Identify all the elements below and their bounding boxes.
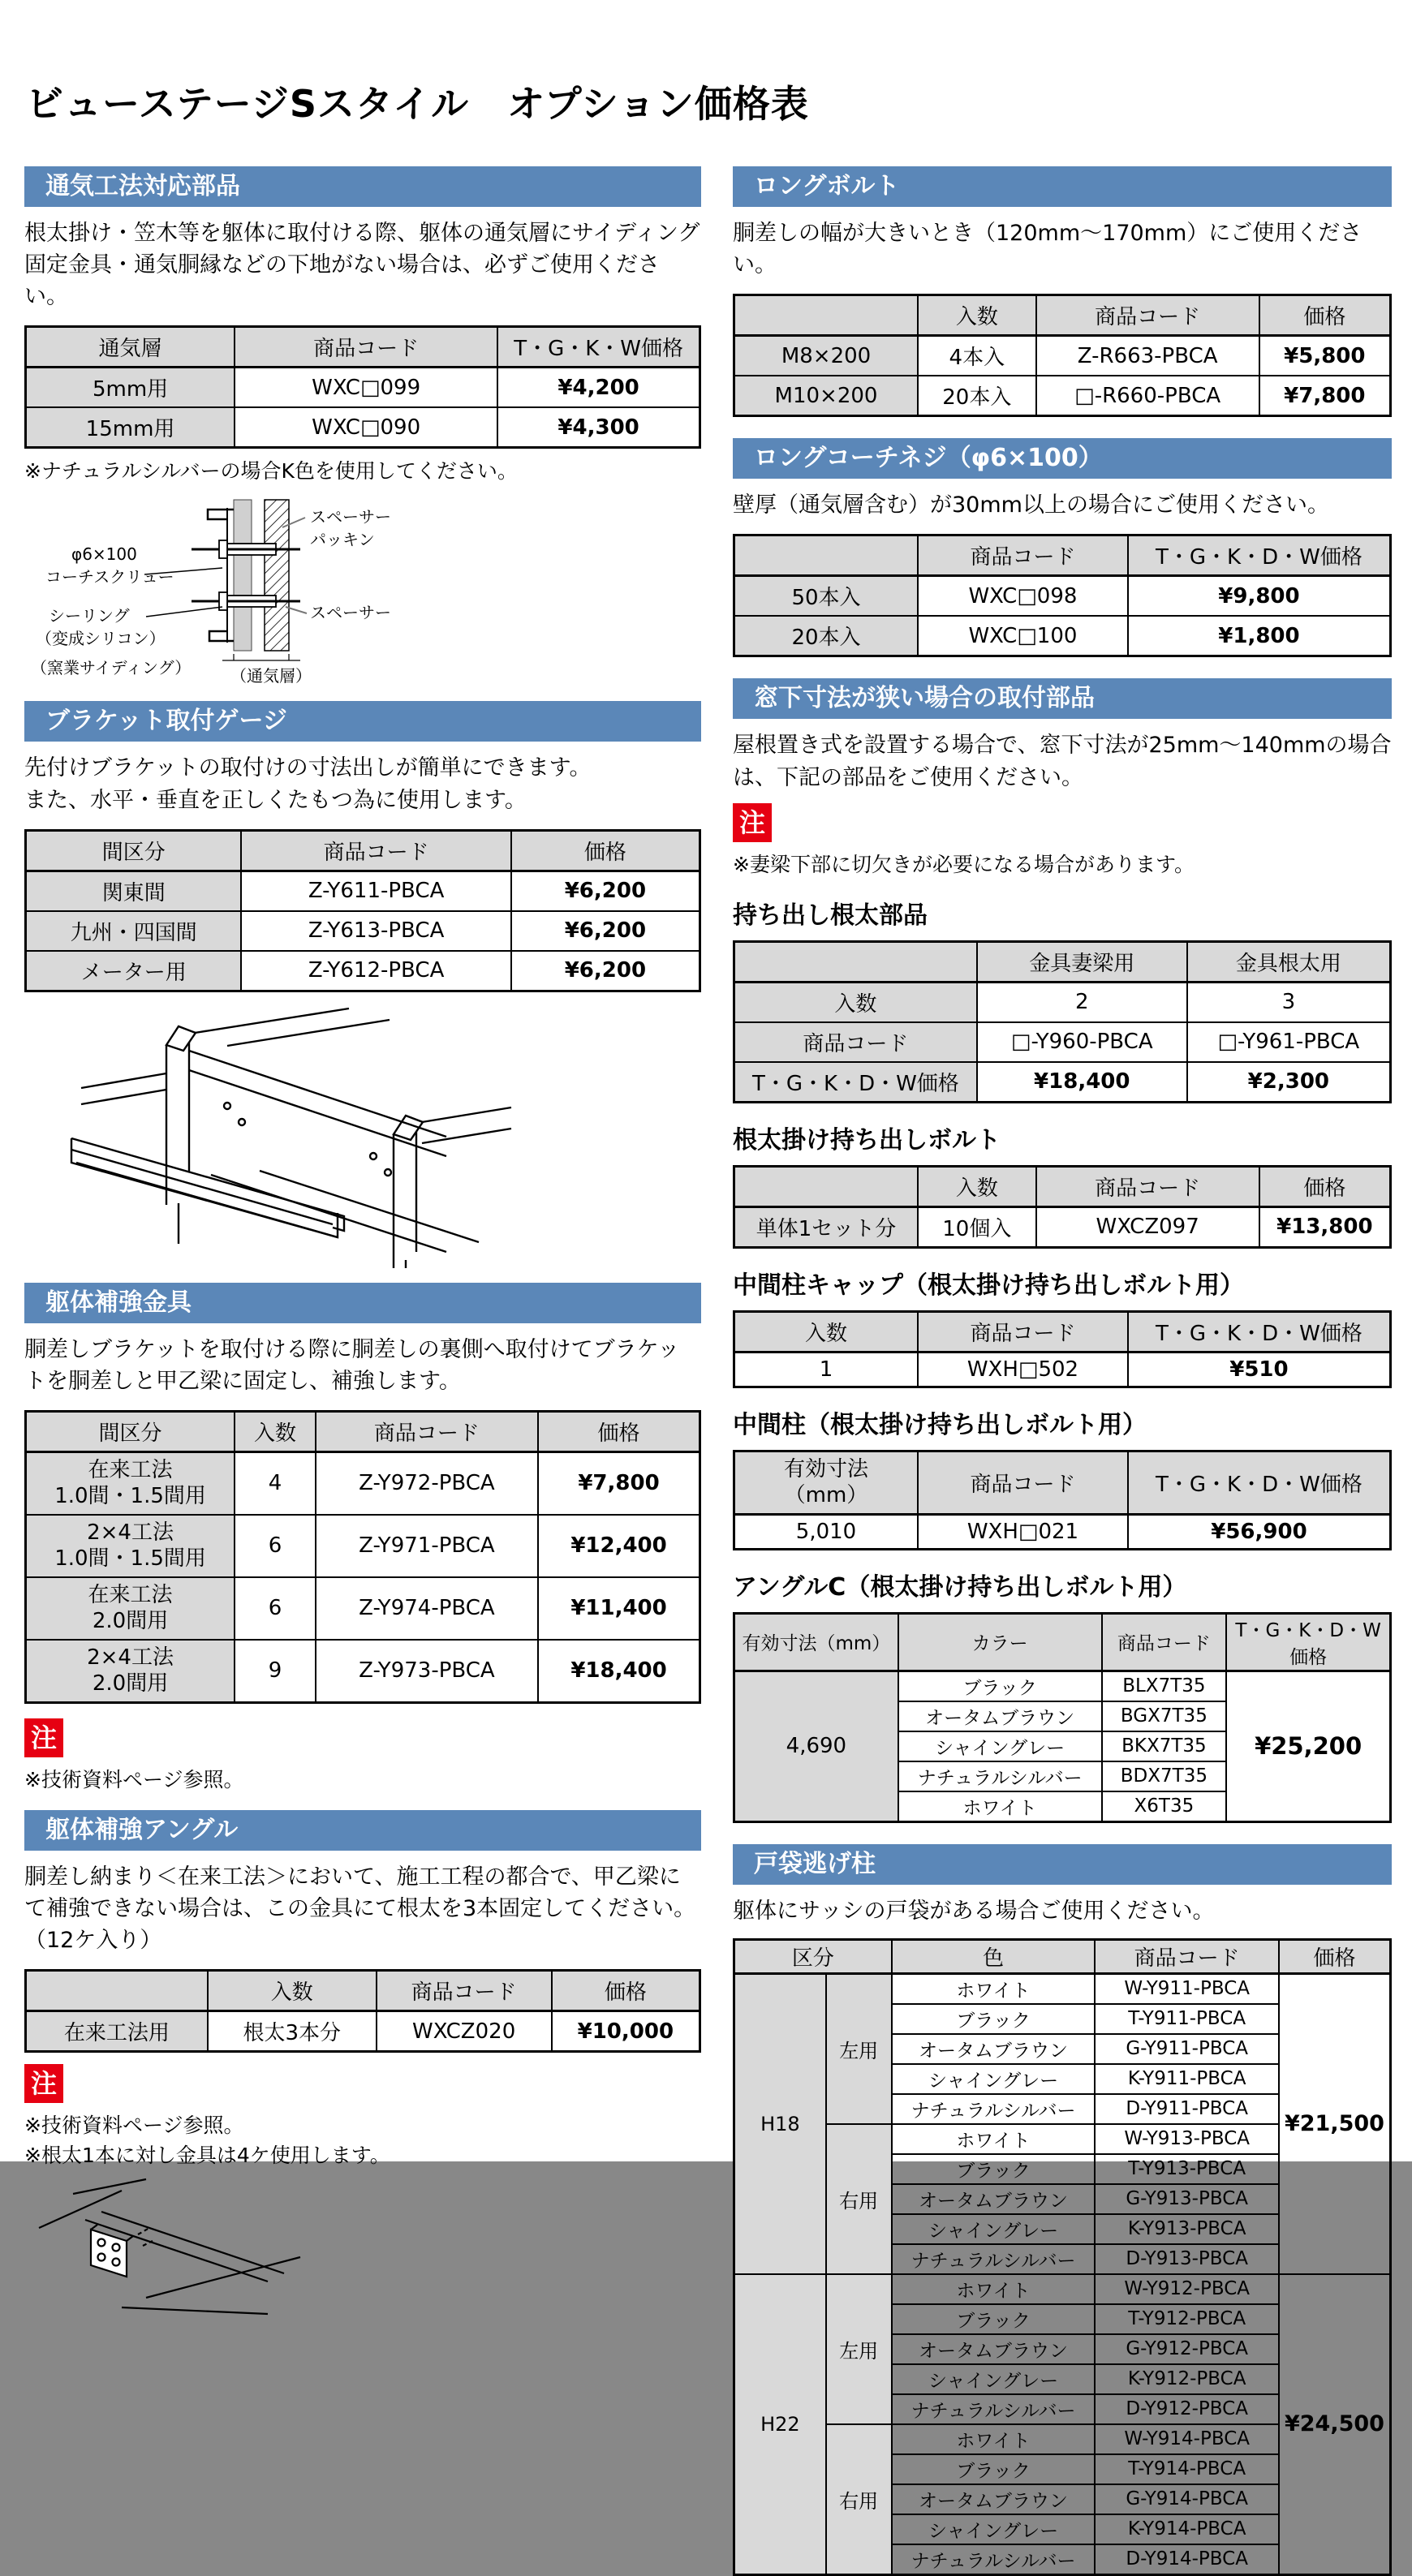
row-label: 関東間: [26, 871, 242, 911]
section-header-vent-parts: 通気工法対応部品: [24, 166, 701, 207]
col-header-quantity: 入数: [918, 1166, 1036, 1206]
section-header-body-reinforce-bracket: 躯体補強金具: [24, 1283, 701, 1323]
subheading-joist-hanger-bolt: 根太掛け持ち出しボルト: [733, 1125, 1001, 1155]
door-pocket-post-table: [733, 1938, 1392, 2576]
table-row: [734, 376, 1391, 416]
price-value: ¥1,800: [1128, 616, 1391, 656]
price-value: ¥9,800: [1128, 576, 1391, 617]
size-value: 5,010: [734, 1514, 919, 1549]
col-header-color: 色: [892, 1939, 1096, 1973]
row-label: [26, 1577, 235, 1640]
color-name: ナチュラルシルバー: [892, 2094, 1096, 2124]
body-reinforce-description: 胴差しブラケットを取付ける際に胴差しの裏側へ取付けてブラケットを胴差しと甲乙梁に固定し、補強します。: [24, 1336, 680, 1394]
col-header-blank: [734, 1166, 919, 1206]
col-header-blank: [26, 1971, 208, 2011]
row-label: 在来工法用: [26, 2011, 208, 2052]
product-code: BDX7T35: [1102, 1761, 1227, 1791]
bracket-gauge-description-line2: また、水平・垂直を正しくたもつ為に使用します。: [24, 787, 527, 813]
diagram-label-silicone: （変成シリコン）: [36, 629, 166, 649]
color-name: オータムブラウン: [898, 1701, 1102, 1731]
cantilever-joist-parts-table: [733, 940, 1392, 1103]
product-code: T-Y914-PBCA: [1095, 2454, 1279, 2484]
product-code: WXC□100: [918, 616, 1128, 656]
table-row: [26, 407, 700, 448]
col-header-product-code: 商品コード: [1102, 1613, 1227, 1671]
long-bolt-table: [733, 294, 1392, 417]
narrow-window-description: 屋根置き式を設置する場合で、窓下寸法が25mm～140mmの場合は、下記の部品をご使用ください。: [733, 733, 1392, 790]
table-row: [734, 616, 1391, 656]
row-label: T・G・K・D・W価格: [734, 1062, 977, 1103]
col-header-effective-size: [734, 1451, 919, 1514]
product-code: WXH□021: [918, 1514, 1128, 1549]
angle-note1: ※技術資料ページ参照。: [24, 2114, 244, 2138]
table-header-row: [734, 1613, 1391, 1671]
col-header-quantity: 入数: [208, 1971, 377, 2011]
color-name: シャイングレー: [892, 2364, 1096, 2394]
row-label: 単体1セット分: [734, 1206, 919, 1247]
product-code: G-Y913-PBCA: [1095, 2184, 1279, 2214]
body-reinforce-angle-description: 胴差し納まり＜在来工法＞において、施工工程の都合で、甲乙梁にて補強できない場合は、この金具にて根太を3本固定してください。（12ケ入り）: [24, 1864, 696, 1954]
product-code: G-Y912-PBCA: [1095, 2334, 1279, 2364]
note-badge: 注: [733, 803, 772, 842]
quantity: 2: [977, 982, 1187, 1022]
color-name: オータムブラウン: [892, 2184, 1096, 2214]
price-value: ¥21,500: [1279, 1973, 1391, 2274]
row-label: M10×200: [734, 376, 919, 416]
product-code: X6T35: [1102, 1791, 1227, 1822]
col-header-product-code: 商品コード: [377, 1971, 552, 2011]
price-value: ¥25,200: [1226, 1671, 1390, 1821]
row-label: 入数: [734, 982, 977, 1022]
section-header-door-pocket-post: 戸袋逃げ柱: [733, 1844, 1392, 1885]
col-header-quantity: 入数: [734, 1311, 919, 1352]
quantity: 根太3本分: [208, 2011, 377, 2052]
col-header-quantity: 入数: [918, 295, 1036, 336]
price-value: ¥4,300: [497, 407, 700, 448]
product-code: □-Y960-PBCA: [977, 1022, 1187, 1062]
product-code: Z-R663-PBCA: [1036, 336, 1259, 376]
side-label: 左用: [826, 1973, 892, 2124]
joist-hanger-bolt-table: [733, 1165, 1392, 1249]
product-code: Z-Y612-PBCA: [241, 951, 510, 991]
door-pocket-description: 躯体にサッシの戸袋がある場合ご使用ください。: [733, 1898, 1215, 1924]
angle-note2: ※根太1本に対し金具は4ケ使用します。: [24, 2144, 390, 2168]
product-code: D-Y911-PBCA: [1095, 2094, 1279, 2124]
side-label: 右用: [826, 2124, 892, 2274]
section-header-long-coach-screw: ロングコーチネジ（φ6×100）: [733, 438, 1392, 479]
col-header-span-type: 間区分: [26, 830, 242, 871]
product-code: WXC□098: [918, 576, 1128, 617]
product-code: Z-Y972-PBCA: [316, 1451, 538, 1515]
row-label: メーター用: [26, 951, 242, 991]
row-label-line2: 2.0間用: [92, 1609, 169, 1634]
right-column: [733, 166, 1392, 2576]
col-header-joist: 金具根太用: [1187, 941, 1391, 982]
product-code: WXCZ097: [1036, 1206, 1259, 1247]
long-coach-screw-description: 壁厚（通気層含む）が30mm以上の場合にご使用ください。: [733, 492, 1329, 518]
product-code: BLX7T35: [1102, 1671, 1227, 1701]
col-header-product-code: 商品コード: [918, 1451, 1128, 1514]
table-header-row: [26, 327, 700, 368]
col-header-blank: [734, 295, 919, 336]
table-row: [734, 576, 1391, 617]
side-label: 左用: [826, 2274, 892, 2424]
product-code: WXH□502: [918, 1352, 1128, 1387]
diagram-label-packing: パッキン: [310, 530, 375, 550]
col-header-price: T・G・K・D・W価格: [1226, 1613, 1390, 1671]
table-row: [734, 1514, 1391, 1549]
table-header-row: [734, 535, 1391, 576]
left-column: [24, 166, 701, 2319]
section-header-narrow-window: 窓下寸法が狭い場合の取付部品: [733, 678, 1392, 719]
product-code: WXC□090: [235, 407, 497, 448]
mid-post-table: [733, 1450, 1392, 1550]
col-header-product-code: 商品コード: [1095, 1939, 1279, 1973]
table-header-row: [26, 1971, 700, 2011]
table-row: [26, 1577, 700, 1640]
product-code: D-Y914-PBCA: [1095, 2544, 1279, 2575]
row-label: 九州・四国間: [26, 911, 242, 951]
table-header-row: [26, 830, 700, 871]
row-label: 15mm用: [26, 407, 235, 448]
table-row: [734, 982, 1391, 1022]
color-name: ブラック: [892, 2004, 1096, 2034]
col-header-price: T・G・K・D・W価格: [1128, 1311, 1391, 1352]
color-name: ホワイト: [892, 1973, 1096, 2004]
col-header-product-code: 商品コード: [918, 535, 1128, 576]
row-label: 商品コード: [734, 1022, 977, 1062]
row-label-line1: 2×4工法: [87, 1520, 174, 1545]
row-label-line2: 1.0間・1.5間用: [54, 1546, 206, 1572]
product-code: WXC□099: [235, 368, 497, 408]
col-header-product-code: 商品コード: [316, 1411, 538, 1451]
page-title: ビューステージSスタイル オプション価格表: [26, 82, 809, 126]
color-name: ブラック: [892, 2454, 1096, 2484]
col-header-product-code: 商品コード: [1036, 1166, 1259, 1206]
table-row: [26, 951, 700, 991]
color-name: ブラック: [898, 1671, 1102, 1701]
col-header-price: T・G・K・D・W価格: [1128, 535, 1391, 576]
table-header-row: [734, 1939, 1391, 1973]
col-header-vent-layer: 通気層: [26, 327, 235, 368]
quantity: 6: [235, 1577, 316, 1640]
product-code: K-Y914-PBCA: [1095, 2514, 1279, 2544]
col-header-product-code: 商品コード: [918, 1311, 1128, 1352]
table-row: [26, 911, 700, 951]
col-header-blank: [734, 535, 919, 576]
color-name: オータムブラウン: [892, 2484, 1096, 2514]
cross-section-diagram: [24, 493, 479, 686]
table-row: [734, 1671, 1391, 1701]
angle-c-table: [733, 1612, 1392, 1823]
table-header-row: [734, 1311, 1391, 1352]
vent-parts-description: 根太掛け・笠木等を躯体に取付ける際、躯体の通気層にサイディング固定金具・通気胴縁などの下地がない場合は、必ずご使用ください。: [24, 221, 700, 310]
diagram-label-screw: コーチスクリュー: [45, 567, 174, 587]
col-header-line1: 有効寸法: [784, 1456, 869, 1482]
vent-parts-table: [24, 325, 701, 449]
row-label-line1: 2×4工法: [87, 1645, 174, 1670]
color-name: ホワイト: [892, 2274, 1096, 2304]
price-value: ¥24,500: [1279, 2274, 1391, 2575]
table-row: [734, 1973, 1391, 2004]
col-header-span-type: 間区分: [26, 1411, 235, 1451]
product-code: W-Y912-PBCA: [1095, 2274, 1279, 2304]
color-name: ナチュラルシルバー: [898, 1761, 1102, 1791]
diagram-label-spacer2: スペーサー: [310, 603, 391, 623]
table-row: [734, 2274, 1391, 2304]
price-value: ¥6,200: [511, 951, 700, 991]
product-code: K-Y911-PBCA: [1095, 2064, 1279, 2094]
color-name: シャイングレー: [898, 1731, 1102, 1761]
price-value: ¥56,900: [1128, 1514, 1391, 1549]
col-header-price: 価格: [538, 1411, 700, 1451]
row-label-line2: 2.0間用: [92, 1671, 169, 1697]
product-code: Z-Y973-PBCA: [316, 1640, 538, 1703]
quantity: 4: [235, 1451, 316, 1515]
row-label-line1: 在来工法: [88, 1457, 173, 1482]
product-code: □-Y961-PBCA: [1187, 1022, 1391, 1062]
price-value: ¥4,200: [497, 368, 700, 408]
table-row: [734, 336, 1391, 376]
price-value: ¥13,800: [1259, 1206, 1391, 1247]
mid-post-cap-table: [733, 1310, 1392, 1388]
quantity: 9: [235, 1640, 316, 1703]
diagram-label-vent-layer: （通気層）: [230, 666, 312, 686]
color-name: ホワイト: [892, 2124, 1096, 2154]
product-code: D-Y912-PBCA: [1095, 2394, 1279, 2424]
quantity: 4本入: [918, 336, 1036, 376]
row-label-line2: 1.0間・1.5間用: [54, 1484, 206, 1509]
product-code: WXCZ020: [377, 2011, 552, 2052]
quantity: 3: [1187, 982, 1391, 1022]
narrow-window-note: ※妻梁下部に切欠きが必要になる場合があります。: [733, 852, 1195, 876]
product-code: Z-Y974-PBCA: [316, 1577, 538, 1640]
price-value: ¥10,000: [552, 2011, 700, 2052]
col-header-price: 価格: [511, 830, 700, 871]
color-name: ナチュラルシルバー: [892, 2544, 1096, 2575]
product-code: □-R660-PBCA: [1036, 376, 1259, 416]
long-bolt-description: 胴差しの幅が大きいとき（120mm～170mm）にご使用ください。: [733, 221, 1362, 278]
price-value: ¥6,200: [511, 871, 700, 911]
subheading-cantilever-joist-parts: 持ち出し根太部品: [733, 901, 928, 930]
product-code: K-Y912-PBCA: [1095, 2364, 1279, 2394]
size-value: 4,690: [734, 1671, 898, 1821]
price-value: ¥6,200: [511, 911, 700, 951]
note-badge: 注: [24, 2064, 63, 2103]
col-header-line2: （mm）: [784, 1483, 868, 1508]
subheading-angle-c: アングルC（根太掛け持ち出しボルト用）: [733, 1572, 1187, 1602]
col-header-price: T・G・K・D・W価格: [1128, 1451, 1391, 1514]
price-value: ¥7,800: [538, 1451, 700, 1515]
product-code: W-Y911-PBCA: [1095, 1973, 1279, 2004]
bracket-gauge-table: [24, 829, 701, 992]
section-header-bracket-gauge: ブラケット取付ゲージ: [24, 701, 701, 742]
color-name: シャイングレー: [892, 2514, 1096, 2544]
height-group: H22: [734, 2274, 826, 2575]
table-row: [734, 1352, 1391, 1387]
diagram-label-siding: （窯業サイディング）: [31, 658, 192, 678]
bracket-gauge-description-line1: 先付けブラケットの取付けの寸法出しが簡単にできます。: [24, 755, 592, 781]
col-header-color: カラー: [898, 1613, 1102, 1671]
table-row: [26, 871, 700, 911]
row-label: 20本入: [734, 616, 919, 656]
table-header-row: [734, 1166, 1391, 1206]
body-reinforce-angle-table: [24, 1969, 701, 2053]
diagram-label-sealing: シーリング: [49, 606, 130, 626]
product-code: T-Y911-PBCA: [1095, 2004, 1279, 2034]
color-name: ブラック: [892, 2154, 1096, 2184]
price-value: ¥2,300: [1187, 1062, 1391, 1103]
product-code: Z-Y613-PBCA: [241, 911, 510, 951]
col-header-product-code: 商品コード: [1036, 295, 1259, 336]
color-name: ナチュラルシルバー: [892, 2394, 1096, 2424]
product-code: T-Y913-PBCA: [1095, 2154, 1279, 2184]
color-name: オータムブラウン: [892, 2034, 1096, 2064]
height-group: H18: [734, 1973, 826, 2274]
col-header-price: 価格: [1259, 295, 1391, 336]
product-code: D-Y913-PBCA: [1095, 2244, 1279, 2274]
col-header-blank: [734, 941, 977, 982]
color-name: シャイングレー: [892, 2214, 1096, 2244]
product-code: G-Y911-PBCA: [1095, 2034, 1279, 2064]
subheading-mid-post-cap: 中間柱キャップ（根太掛け持ち出しボルト用）: [733, 1271, 1244, 1300]
quantity: 1: [734, 1352, 919, 1387]
product-code: Z-Y611-PBCA: [241, 871, 510, 911]
diagram-label-spacer: スペーサー: [310, 507, 391, 527]
color-name: オータムブラウン: [892, 2334, 1096, 2364]
row-label: [26, 1451, 235, 1515]
table-row: [734, 1206, 1391, 1247]
row-label: [26, 1515, 235, 1577]
side-label: 右用: [826, 2424, 892, 2575]
long-coach-screw-table: [733, 534, 1392, 657]
col-header-quantity: 入数: [235, 1411, 316, 1451]
table-header-row: [734, 295, 1391, 336]
body-reinforce-table: [24, 1410, 701, 1704]
product-code: G-Y914-PBCA: [1095, 2484, 1279, 2514]
price-value: ¥12,400: [538, 1515, 700, 1577]
vent-parts-note: ※ナチュラルシルバーの場合K色を使用してください。: [24, 459, 518, 484]
table-row: [26, 368, 700, 408]
col-header-gable-beam: 金具妻梁用: [977, 941, 1187, 982]
product-code: BKX7T35: [1102, 1731, 1227, 1761]
color-name: ナチュラルシルバー: [892, 2244, 1096, 2274]
price-value: ¥5,800: [1259, 336, 1391, 376]
color-name: ホワイト: [892, 2424, 1096, 2454]
product-code: Z-Y971-PBCA: [316, 1515, 538, 1577]
table-row: [26, 2011, 700, 2052]
table-row: [26, 1515, 700, 1577]
subheading-mid-post: 中間柱（根太掛け持ち出しボルト用）: [733, 1410, 1147, 1439]
col-header-price: 価格: [552, 1971, 700, 2011]
col-header-price: 価格: [1259, 1166, 1391, 1206]
table-header-row: [734, 941, 1391, 982]
table-header-row: [734, 1451, 1391, 1514]
col-header-category: 区分: [734, 1939, 892, 1973]
product-code: BGX7T35: [1102, 1701, 1227, 1731]
price-value: ¥7,800: [1259, 376, 1391, 416]
product-code: K-Y913-PBCA: [1095, 2214, 1279, 2244]
table-row: [26, 1640, 700, 1703]
price-value: ¥11,400: [538, 1577, 700, 1640]
table-row: [734, 1062, 1391, 1103]
row-label: [26, 1640, 235, 1703]
row-label: M8×200: [734, 336, 919, 376]
product-code: W-Y913-PBCA: [1095, 2124, 1279, 2154]
col-header-price: T・G・K・W価格: [497, 327, 700, 368]
row-label-line1: 在来工法: [88, 1582, 173, 1607]
quantity: 10個入: [918, 1206, 1036, 1247]
row-label: 5mm用: [26, 368, 235, 408]
bracket-gauge-diagram: [24, 1000, 511, 1268]
product-code: T-Y912-PBCA: [1095, 2304, 1279, 2334]
price-value: ¥510: [1128, 1352, 1391, 1387]
col-header-product-code: 商品コード: [235, 327, 497, 368]
color-name: ホワイト: [898, 1791, 1102, 1822]
body-reinforce-note: ※技術資料ページ参照。: [24, 1767, 244, 1791]
section-header-body-reinforce-angle: 躯体補強アングル: [24, 1810, 701, 1851]
diagram-label-screw-size: φ6×100: [71, 544, 137, 565]
row-label: 50本入: [734, 576, 919, 617]
quantity: 6: [235, 1515, 316, 1577]
table-row: [734, 1022, 1391, 1062]
col-header-product-code: 商品コード: [241, 830, 510, 871]
angle-bracket-diagram: [24, 2178, 365, 2316]
quantity: 20本入: [918, 376, 1036, 416]
color-name: ブラック: [892, 2304, 1096, 2334]
col-header-price: 価格: [1279, 1939, 1391, 1973]
col-header-effective-size: 有効寸法（mm）: [734, 1613, 898, 1671]
price-value: ¥18,400: [977, 1062, 1187, 1103]
table-header-row: [26, 1411, 700, 1451]
price-value: ¥18,400: [538, 1640, 700, 1703]
section-header-long-bolt: ロングボルト: [733, 166, 1392, 207]
table-row: [26, 1451, 700, 1515]
color-name: シャイングレー: [892, 2064, 1096, 2094]
note-badge: 注: [24, 1718, 63, 1757]
product-code: W-Y914-PBCA: [1095, 2424, 1279, 2454]
